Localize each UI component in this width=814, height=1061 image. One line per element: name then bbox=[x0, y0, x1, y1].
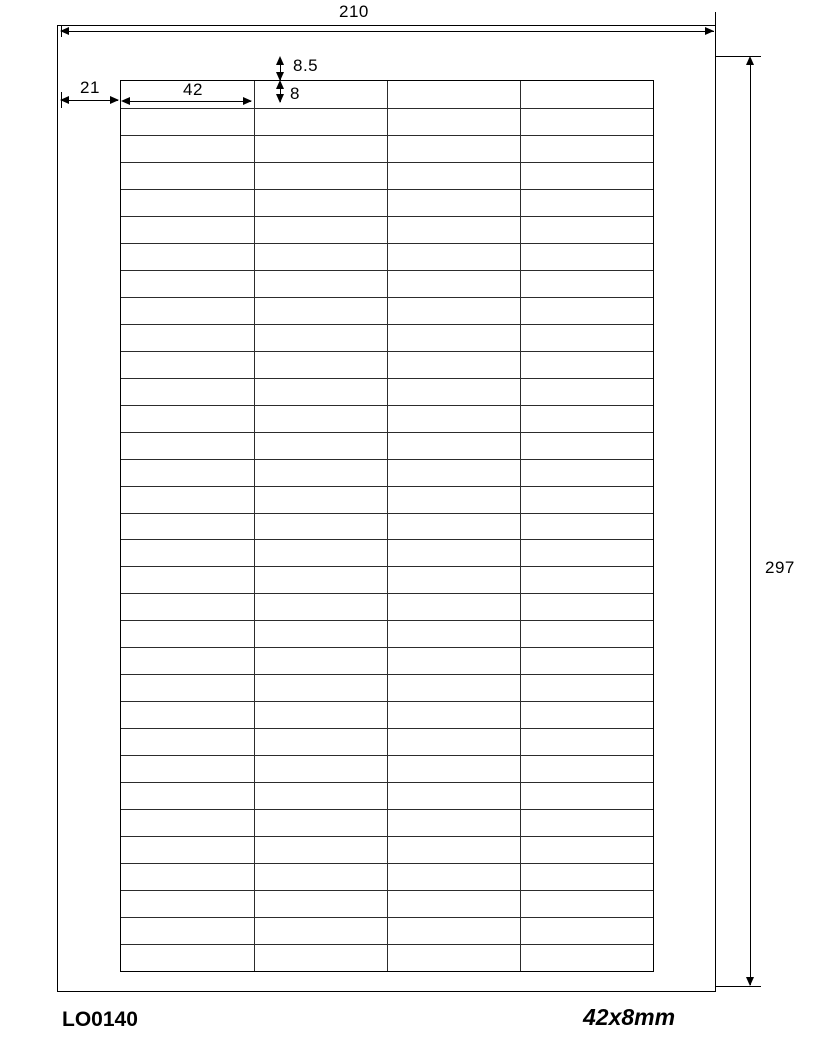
arrow-down-sheet-height bbox=[746, 977, 754, 986]
label-column-divider bbox=[520, 81, 521, 971]
label-column-divider bbox=[387, 81, 388, 971]
label-size-caption: 42x8mm bbox=[583, 1004, 676, 1030]
dimension-label-height-label: 8 bbox=[290, 84, 300, 103]
dimension-line-sheet-height bbox=[750, 62, 751, 985]
dimension-top-margin-label: 8.5 bbox=[293, 56, 319, 75]
dimension-left-margin-label: 21 bbox=[80, 78, 100, 97]
ext-line-sheet-height-bottom bbox=[716, 986, 761, 987]
arrow-up-sheet-height bbox=[746, 56, 754, 65]
dimension-sheet-width-label: 210 bbox=[339, 2, 369, 21]
label-grid bbox=[120, 80, 654, 972]
label-column-divider bbox=[254, 81, 255, 971]
product-code-caption: LO0140 bbox=[62, 1008, 138, 1031]
dimension-label-width-label: 42 bbox=[183, 80, 203, 99]
ext-line-sheet-height-top bbox=[716, 56, 761, 57]
dimension-sheet-height-label: 297 bbox=[765, 558, 795, 577]
